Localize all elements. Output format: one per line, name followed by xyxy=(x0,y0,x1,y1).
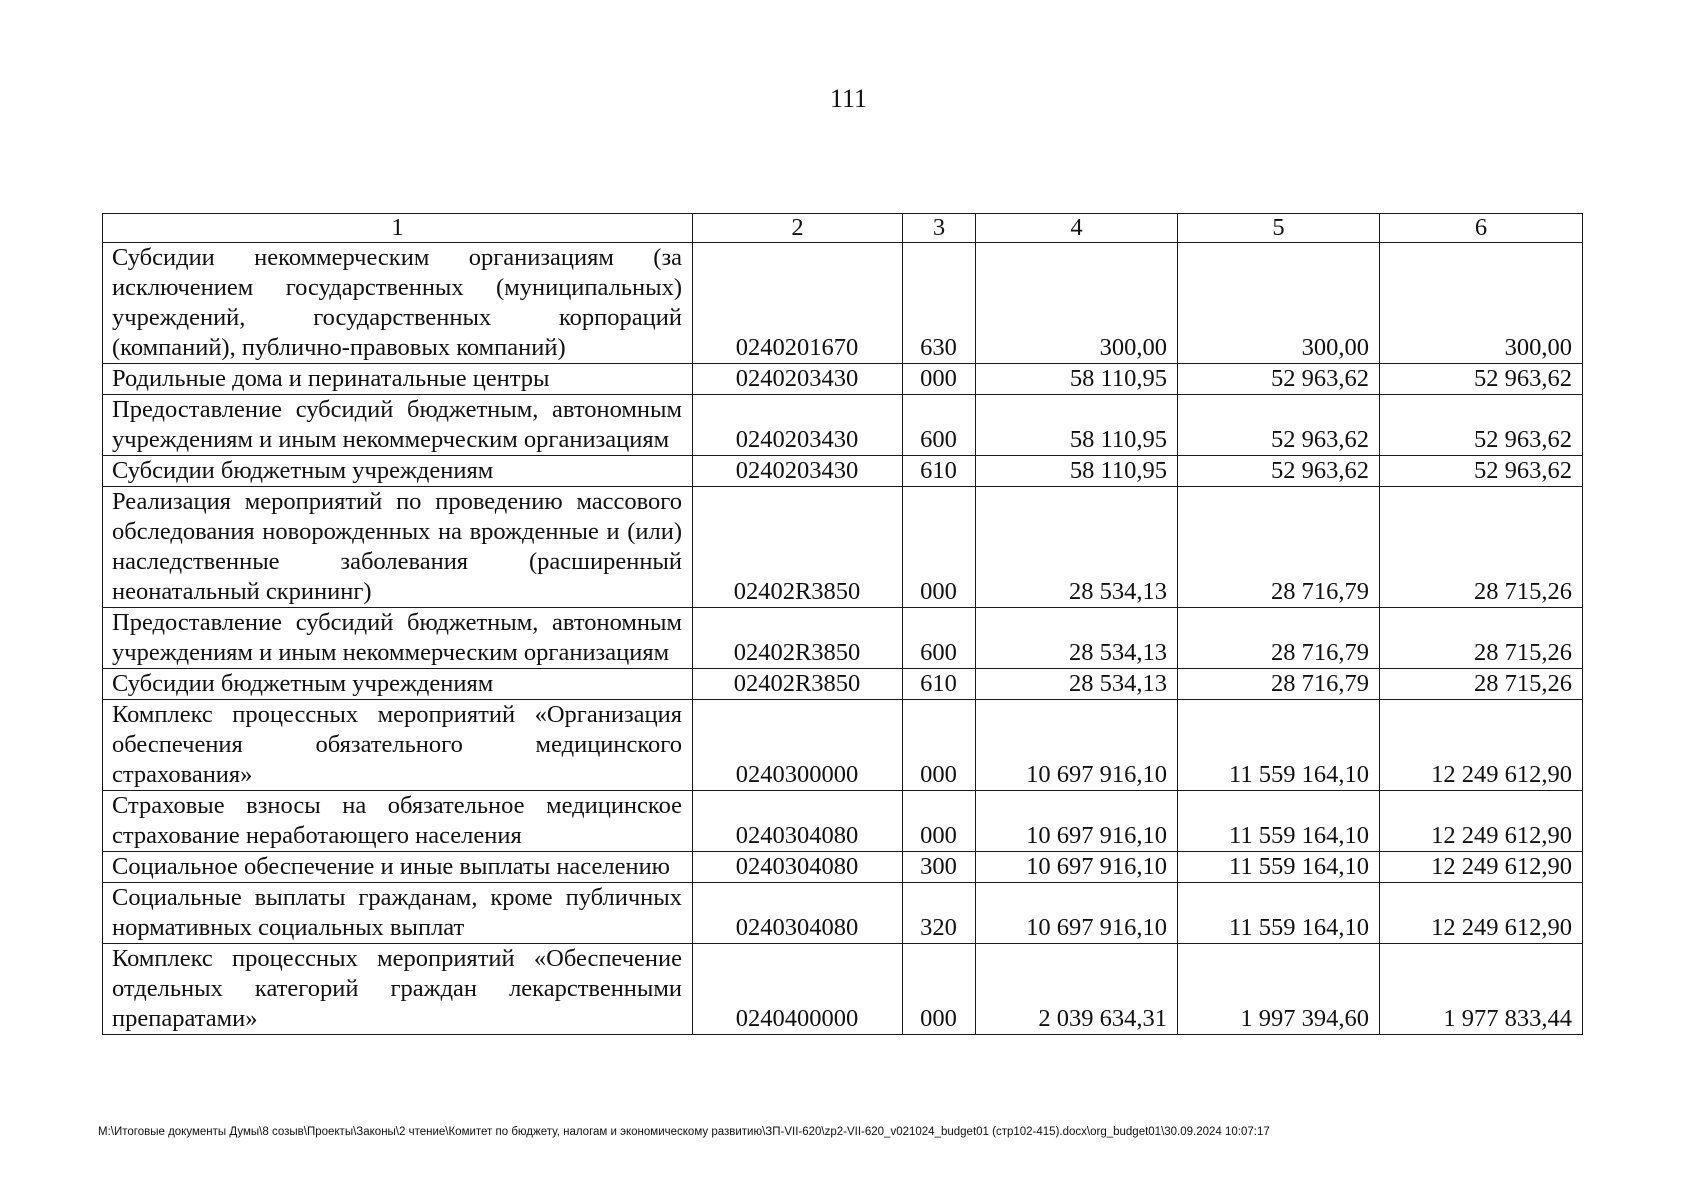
row-type-cell: 000 xyxy=(903,700,976,791)
row-name-cell: Субсидии некоммерческим организациям (за исключением государственных (муниципальных) учреждений, государственных корпораций (компаний), публично-правовых компаний) xyxy=(103,243,693,364)
column-header: 4 xyxy=(976,214,1178,243)
row-value-2026: 28 716,79 xyxy=(1178,669,1380,700)
row-name-cell: Предоставление субсидий бюджетным, автономным учреждениям и иным некоммерческим организациям xyxy=(103,608,693,669)
table-row xyxy=(103,669,1583,700)
row-value-2026: 52 963,62 xyxy=(1178,456,1380,487)
row-name-cell: Реализация мероприятий по проведению массового обследования новорожденных на врожденные и (или) наследственные заболевания (расширенный неонатальный скрининг) xyxy=(103,487,693,608)
row-value-2027: 28 715,26 xyxy=(1380,487,1583,608)
row-value-2026: 11 559 164,10 xyxy=(1178,883,1380,944)
table-row xyxy=(103,487,1583,608)
row-value-2026: 1 997 394,60 xyxy=(1178,944,1380,1035)
table-row xyxy=(103,791,1583,852)
table-row xyxy=(103,944,1583,1035)
row-code-cell: 0240201670 xyxy=(693,243,903,364)
table-row xyxy=(103,608,1583,669)
row-code-cell: 0240203430 xyxy=(693,395,903,456)
table-row xyxy=(103,700,1583,791)
row-type-cell: 610 xyxy=(903,456,976,487)
row-code-cell: 0240203430 xyxy=(693,456,903,487)
row-value-2027: 300,00 xyxy=(1380,243,1583,364)
row-name-cell: Социальные выплаты гражданам, кроме публичных нормативных социальных выплат xyxy=(103,883,693,944)
row-value-2025: 58 110,95 xyxy=(976,395,1178,456)
row-code-cell: 0240300000 xyxy=(693,700,903,791)
row-value-2025: 10 697 916,10 xyxy=(976,883,1178,944)
row-type-cell: 000 xyxy=(903,487,976,608)
table-row xyxy=(103,364,1583,395)
footer-file-path: M:\Итоговые документы Думы\8 созыв\Проекты\Законы\2 чтение\Комитет по бюджету, налогам и экономическому развитию\ЗП-VII-620\zp2-VII-620_v021024_budget01 (стр102-415).docx\org_budget01\30.09.2024 10:07:17 xyxy=(98,1126,1270,1138)
row-type-cell: 320 xyxy=(903,883,976,944)
table-row xyxy=(103,456,1583,487)
row-code-cell: 0240304080 xyxy=(693,883,903,944)
row-value-2025: 10 697 916,10 xyxy=(976,852,1178,883)
row-value-2026: 52 963,62 xyxy=(1178,364,1380,395)
row-name-cell: Социальное обеспечение и иные выплаты населению xyxy=(103,852,693,883)
row-name-cell: Комплекс процессных мероприятий «Организация обеспечения обязательного медицинского страхования» xyxy=(103,700,693,791)
column-header: 5 xyxy=(1178,214,1380,243)
row-value-2027: 12 249 612,90 xyxy=(1380,791,1583,852)
row-name-cell: Родильные дома и перинатальные центры xyxy=(103,364,693,395)
column-header: 2 xyxy=(693,214,903,243)
row-type-cell: 600 xyxy=(903,395,976,456)
row-value-2025: 10 697 916,10 xyxy=(976,700,1178,791)
table-row xyxy=(103,243,1583,364)
table-header-row xyxy=(103,214,1583,243)
row-value-2025: 58 110,95 xyxy=(976,456,1178,487)
row-value-2027: 52 963,62 xyxy=(1380,456,1583,487)
row-code-cell: 02402R3850 xyxy=(693,487,903,608)
row-type-cell: 000 xyxy=(903,364,976,395)
column-header: 3 xyxy=(903,214,976,243)
row-value-2026: 11 559 164,10 xyxy=(1178,791,1380,852)
row-value-2025: 28 534,13 xyxy=(976,487,1178,608)
row-value-2027: 28 715,26 xyxy=(1380,669,1583,700)
row-value-2027: 12 249 612,90 xyxy=(1380,883,1583,944)
row-value-2027: 1 977 833,44 xyxy=(1380,944,1583,1035)
row-value-2026: 28 716,79 xyxy=(1178,487,1380,608)
row-type-cell: 300 xyxy=(903,852,976,883)
row-code-cell: 02402R3850 xyxy=(693,608,903,669)
page-number: 111 xyxy=(829,84,868,113)
row-type-cell: 000 xyxy=(903,791,976,852)
row-value-2027: 28 715,26 xyxy=(1380,608,1583,669)
row-value-2027: 52 963,62 xyxy=(1380,364,1583,395)
row-value-2027: 12 249 612,90 xyxy=(1380,700,1583,791)
row-value-2025: 28 534,13 xyxy=(976,608,1178,669)
row-code-cell: 0240203430 xyxy=(693,364,903,395)
row-name-cell: Субсидии бюджетным учреждениям xyxy=(103,669,693,700)
row-code-cell: 02402R3850 xyxy=(693,669,903,700)
row-name-cell: Страховые взносы на обязательное медицинское страхование неработающего населения xyxy=(103,791,693,852)
row-value-2026: 300,00 xyxy=(1178,243,1380,364)
row-type-cell: 630 xyxy=(903,243,976,364)
row-type-cell: 000 xyxy=(903,944,976,1035)
column-header: 6 xyxy=(1380,214,1583,243)
row-value-2027: 12 249 612,90 xyxy=(1380,852,1583,883)
row-value-2025: 58 110,95 xyxy=(976,364,1178,395)
table-row xyxy=(103,852,1583,883)
row-value-2025: 300,00 xyxy=(976,243,1178,364)
row-value-2026: 11 559 164,10 xyxy=(1178,852,1380,883)
row-value-2025: 28 534,13 xyxy=(976,669,1178,700)
row-name-cell: Субсидии бюджетным учреждениям xyxy=(103,456,693,487)
row-code-cell: 0240400000 xyxy=(693,944,903,1035)
column-header: 1 xyxy=(103,214,693,243)
row-value-2026: 52 963,62 xyxy=(1178,395,1380,456)
row-type-cell: 610 xyxy=(903,669,976,700)
table-row xyxy=(103,395,1583,456)
table-row xyxy=(103,883,1583,944)
budget-table xyxy=(102,213,1583,1035)
row-type-cell: 600 xyxy=(903,608,976,669)
row-value-2026: 28 716,79 xyxy=(1178,608,1380,669)
row-code-cell: 0240304080 xyxy=(693,791,903,852)
row-name-cell: Комплекс процессных мероприятий «Обеспечение отдельных категорий граждан лекарственными препаратами» xyxy=(103,944,693,1035)
row-name-cell: Предоставление субсидий бюджетным, автономным учреждениям и иным некоммерческим организациям xyxy=(103,395,693,456)
row-value-2026: 11 559 164,10 xyxy=(1178,700,1380,791)
row-value-2025: 10 697 916,10 xyxy=(976,791,1178,852)
row-code-cell: 0240304080 xyxy=(693,852,903,883)
row-value-2025: 2 039 634,31 xyxy=(976,944,1178,1035)
row-value-2027: 52 963,62 xyxy=(1380,395,1583,456)
